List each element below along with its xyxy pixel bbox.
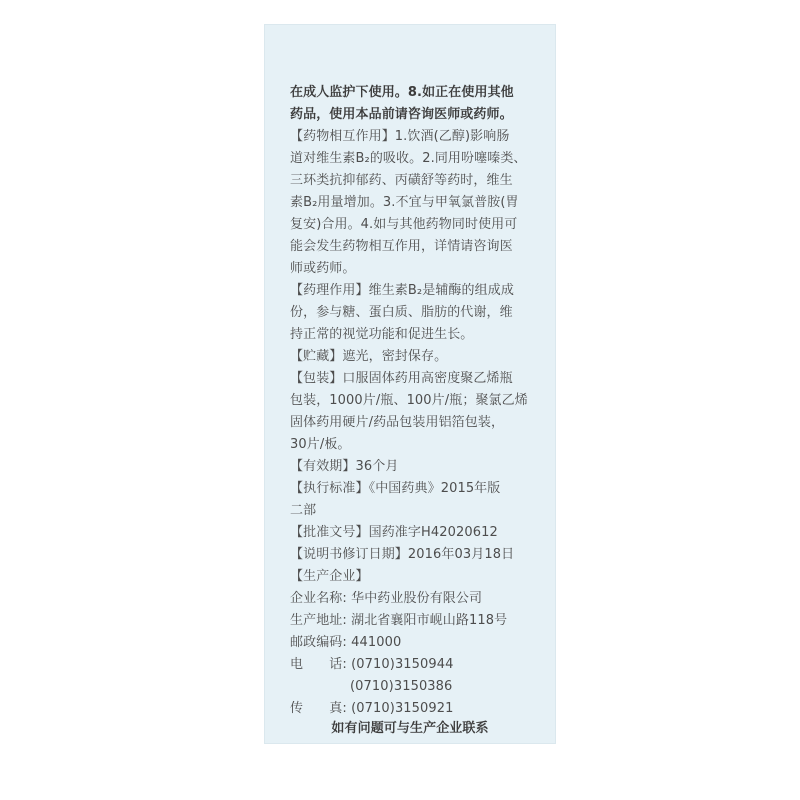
section-storage: 【贮藏】遮光，密封保存。 xyxy=(290,349,448,364)
section-revision-date: 【说明书修订日期】2016年03月18日 xyxy=(290,547,515,562)
leaflet-line: 师或药师。 xyxy=(290,261,356,276)
leaflet-line: 固体药用硬片/药品包装用铝箔包装， xyxy=(290,415,505,430)
section-standard: 【执行标准】《中国药典》2015年版 xyxy=(290,481,501,496)
leaflet-line: 道对维生素B₂的吸收。2.同用吩噻嗪类、 xyxy=(290,151,527,166)
leaflet-line: 持正常的视觉功能和促进生长。 xyxy=(290,327,474,342)
section-packaging: 【包装】口服固体药用高密度聚乙烯瓶 xyxy=(290,371,513,386)
leaflet-line: 份，参与糖、蛋白质、脂肪的代谢，维 xyxy=(290,305,513,320)
company-address: 生产地址: 湖北省襄阳市岘山路118号 xyxy=(290,613,508,628)
leaflet-line: 复安)合用。4.如与其他药物同时使用可 xyxy=(290,217,518,232)
medicine-leaflet xyxy=(264,24,556,744)
postal-code: 邮政编码: 441000 xyxy=(290,635,402,650)
leaflet-line: 三环类抗抑郁药、丙磺舒等药时，维生 xyxy=(290,173,513,188)
leaflet-line: 能会发生药物相互作用，详情请咨询医 xyxy=(290,239,513,254)
leaflet-line: 包装，1000片/瓶、100片/瓶；聚氯乙烯 xyxy=(290,393,528,408)
leaflet-line: 30片/板。 xyxy=(290,437,351,452)
leaflet-line: 二部 xyxy=(290,503,317,518)
contact-footer: 如有问题可与生产企业联系 xyxy=(331,721,489,736)
section-shelf-life: 【有效期】36个月 xyxy=(290,459,399,474)
leaflet-line: 药品，使用本品前请咨询医师或药师。 xyxy=(290,107,513,122)
section-pharmacology: 【药理作用】维生素B₂是辅酶的组成成 xyxy=(290,283,514,298)
section-manufacturer: 【生产企业】 xyxy=(290,569,369,584)
leaflet-line: 素B₂用量增加。3.不宜与甲氧氯普胺(胃 xyxy=(290,195,519,210)
section-approval-number: 【批准文号】国药准字H42020612 xyxy=(290,525,498,540)
fax: 传 真: (0710)3150921 xyxy=(290,701,454,716)
section-drug-interactions: 【药物相互作用】1.饮酒(乙醇)影响肠 xyxy=(290,129,510,144)
telephone: 电 话: (0710)3150944 xyxy=(290,657,454,672)
leaflet-line: 在成人监护下使用。8.如正在使用其他 xyxy=(290,85,514,100)
telephone-secondary: (0710)3150386 xyxy=(350,679,453,694)
company-name: 企业名称: 华中药业股份有限公司 xyxy=(290,591,483,606)
